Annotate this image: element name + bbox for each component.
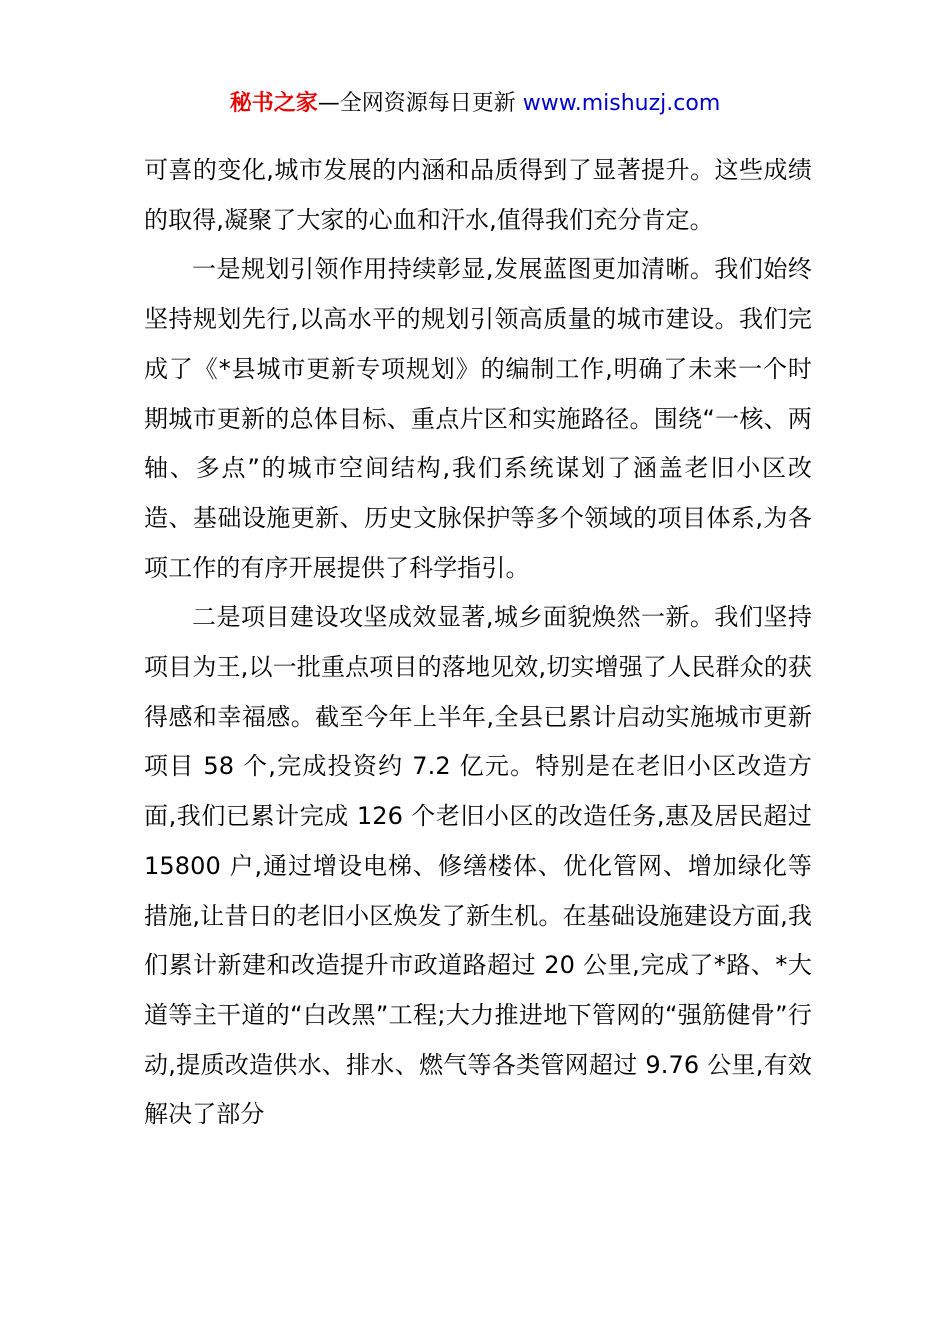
site-url-link[interactable]: www.mishuzj.com xyxy=(522,91,721,116)
header-tagline: —全网资源每日更新 xyxy=(317,91,523,116)
document-body xyxy=(144,146,812,1140)
brand-name: 秘书之家 xyxy=(229,91,318,116)
paragraph-planning: 一是规划引领作用持续彰显,发展蓝图更加清晰。我们始终坚持规划先行,以高水平的规划引领高质量的城市建设。我们完成了《*县城市更新专项规划》的编制工作,明确了未来一个时期城市更新的总体目标、重点片区和实施路径。围绕“一核、两轴、多点”的城市空间结构,我们系统谋划了涵盖老旧小区改造、基础设施更新、历史文脉保护等多个领域的项目体系,为各项工作的有序开展提供了科学指引。 xyxy=(144,255,812,582)
page-header xyxy=(0,88,950,120)
paragraph-continuation: 可喜的变化,城市发展的内涵和品质得到了显著提升。这些成绩的取得,凝聚了大家的心血和汗水,值得我们充分肯定。 xyxy=(144,156,812,234)
paragraph-projects: 二是项目建设攻坚成效显著,城乡面貌焕然一新。我们坚持项目为王,以一批重点项目的落地见效,切实增强了人民群众的获得感和幸福感。截至今年上半年,全县已累计启动实施城市更新项目 58 个,完成投资约 7.2 亿元。特别是在老旧小区改造方面,我们已累计完成 126 个老旧小区的改造任务,惠及居民超过 15800 户,通过增设电梯、修缮楼体、优化管网、增加绿化等措施,让昔日的老旧小区焕发了新生机。在基础设施建设方面,我们累计新建和改造提升市政道路超过 20 公里,完成了*路、*大道等主干道的“白改黑”工程;大力推进地下管网的“强筋健骨”行动,提质改造供水、排水、燃气等各类管网超过 9.76 公里,有效解决了部分 xyxy=(144,603,812,1129)
